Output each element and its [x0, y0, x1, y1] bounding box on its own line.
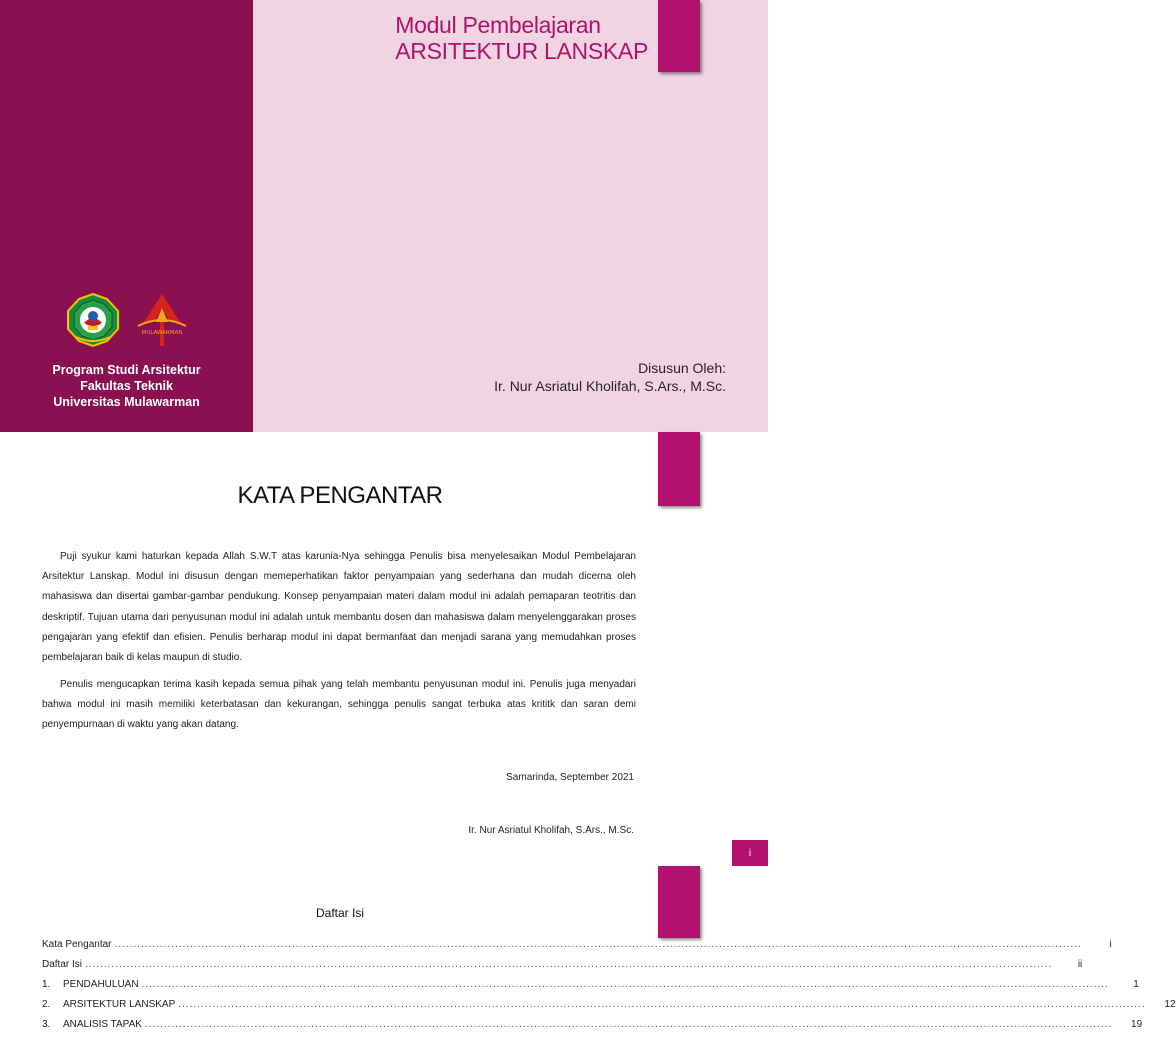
toc-entry-page: ii	[1077, 959, 1083, 970]
toc-entry-page: 1	[1133, 979, 1139, 990]
toc-entry-number: 2.	[42, 999, 51, 1010]
toc-entry-number: 1.	[42, 979, 51, 990]
toc-dot-leader	[142, 979, 1109, 990]
toc-entry-label: Kata Pengantar	[42, 939, 112, 950]
toc-entry-page: i	[1109, 939, 1112, 950]
table-of-contents	[42, 939, 1176, 1039]
logo-caption: MULAWARMAN	[141, 330, 183, 336]
toc-entry-label: ANALISIS TAPAK	[63, 1019, 142, 1030]
module-title-line2: ARSITEKTUR LANSKAP	[395, 38, 648, 64]
toc-dot-leader	[178, 999, 1145, 1010]
toc-title: Daftar Isi	[315, 906, 364, 920]
toc-entry[interactable]	[42, 939, 1112, 959]
module-title-line1: Modul Pembelajaran	[395, 12, 601, 38]
program-name: Program Studi Arsitektur	[52, 363, 201, 377]
module-title	[395, 12, 648, 64]
preface-paragraph-2: Penulis mengucapkan terima kasih kepada semua pihak yang telah membantu penyusunan modul ini. Penulis juga menyadari bahwa modul ini masih memiliki keterbatasan dan kekurangan, sehingga penulis sangat terbuka atas krititk dan saran demi penyempurnaan di waktu yang akan datang.	[42, 679, 636, 731]
university-name: Universitas Mulawarman	[53, 395, 200, 409]
toc-bookmark-tab	[658, 866, 700, 938]
toc-dot-leader	[85, 959, 1052, 970]
toc-entry-label: PENDAHULUAN	[63, 979, 139, 990]
toc-entry-page: 19	[1131, 1019, 1143, 1030]
signature-name: Ir. Nur Asriatul Kholifah, S.Ars., M.Sc.	[468, 825, 634, 836]
toc-entry-number: 3.	[42, 1019, 51, 1030]
toc-entry-label: Daftar Isi	[42, 959, 83, 970]
author-name: Ir. Nur Asriatul Kholifah, S.Ars., M.Sc.	[494, 378, 726, 394]
toc-entry-label: ARSITEKTUR LANSKAP	[63, 999, 176, 1010]
cover-page	[0, 0, 768, 432]
place-date: Samarinda, September 2021	[506, 772, 634, 783]
institution-name	[0, 362, 253, 410]
toc-entry[interactable]	[42, 1019, 1143, 1039]
faculty-name: Fakultas Teknik	[80, 379, 173, 393]
toc-entry[interactable]	[42, 999, 1176, 1019]
preface-paragraph-1: Puji syukur kami haturkan kepada Allah S.W.T atas karunia-Nya sehingga Penulis bisa menyelesaikan Modul Pembelajaran Arsitektur Lanskap. Modul ini disusun dengan memeperhatikan faktor penyampaian yang sederhana dan mudah dicerna oleh mahasiswa dan disertai gambar-gambar pendukung. Konsep penyampaian materi dalam modul ini adalah pemaparan teotritis dan deskriptif. Tujuan utama dari penyusunan modul ini adalah untuk membantu dosen dan mahasiswa dalam menyelenggarakan proses pengajaran yang efektif dan efisien. Penulis berharap modul ini dapat bermanfaat dan menjadi sarana yang memudahkan proses pembelajaran baik di kelas maupun di studio.	[42, 551, 636, 664]
preface-title: KATA PENGANTAR	[237, 482, 443, 509]
toc-entry[interactable]	[42, 959, 1083, 979]
toc-dot-leader	[115, 939, 1082, 950]
university-emblem-icon	[66, 293, 120, 347]
toc-entry[interactable]	[42, 979, 1139, 999]
page-number-badge: i	[732, 840, 768, 866]
architecture-logo-icon	[132, 292, 192, 348]
cover-bookmark-tab	[658, 0, 700, 72]
toc-entry-page: 12	[1164, 999, 1176, 1010]
toc-dot-leader	[145, 1019, 1112, 1030]
author-label: Disusun Oleh:	[638, 360, 726, 376]
author-block	[494, 359, 726, 395]
